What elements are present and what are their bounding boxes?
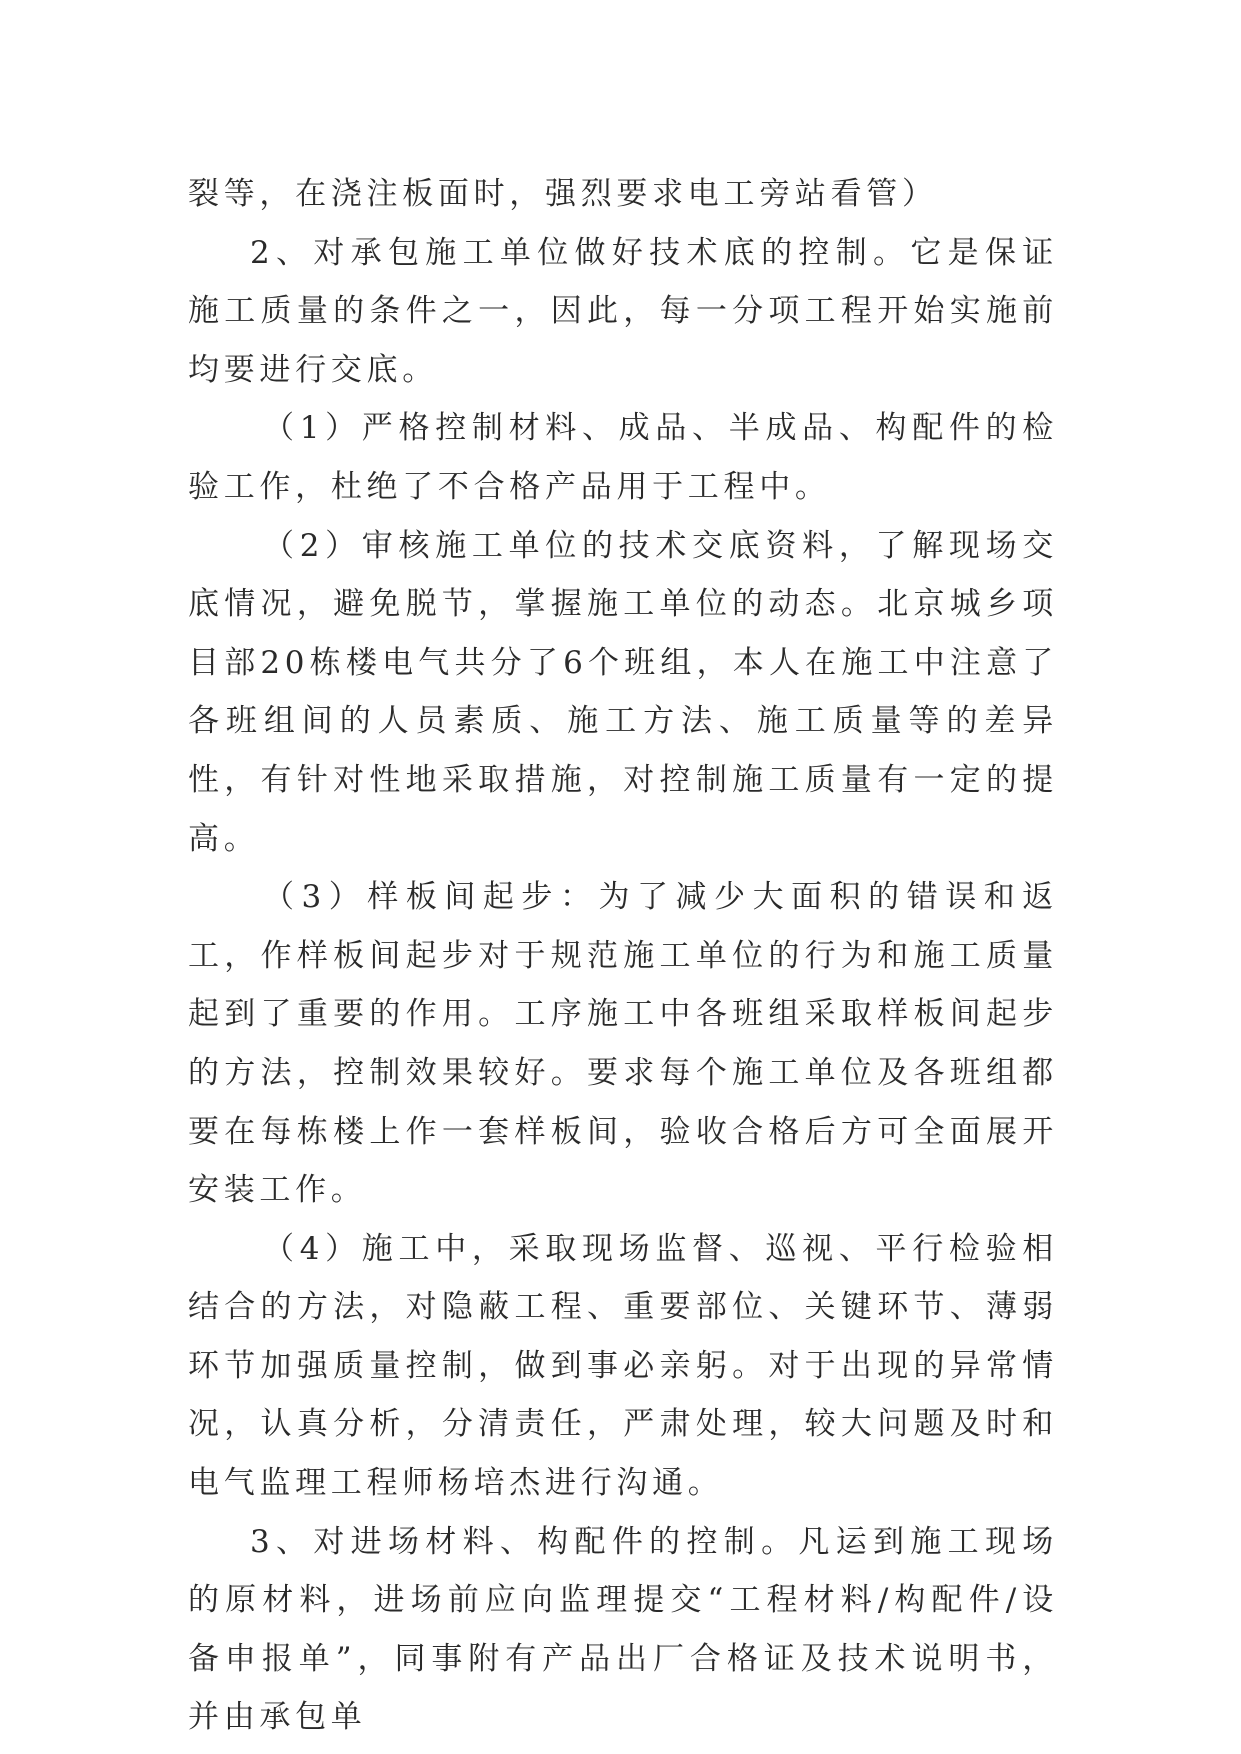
paragraph-item-4: （4）施工中，采取现场监督、巡视、平行检验相结合的方法，对隐蔽工程、重要部位、关键环节、薄弱环节加强质量控制，做到事必亲躬。对于出现的异常情况，认真分析，分清责任，严肃处理，较大问题及时和电气监理工程师杨培杰进行沟通。 <box>188 1230 1058 1502</box>
paragraph-item-1: （1）严格控制材料、成品、半成品、构配件的检验工作，杜绝了不合格产品用于工程中。 <box>188 410 1058 505</box>
paragraph-continuation: 裂等，在浇注板面时，强烈要求电工旁站看管） <box>188 176 938 212</box>
paragraph-section-3: 3、对进场材料、构配件的控制。凡运到施工现场的原材料，进场前应向监理提交“工程材料/构配件/设备申报单”，同事附有产品出厂合格证及技术说明书，并由承包单 <box>188 1523 1058 1736</box>
paragraph-item-2: （2）审核施工单位的技术交底资料，了解现场交底情况，避免脱节，掌握施工单位的动态。北京城乡项目部20栋楼电气共分了6个班组，本人在施工中注意了各班组间的人员素质、施工方法、施工质量等的差异性，有针对性地采取措施，对控制施工质量有一定的提高。 <box>188 527 1058 857</box>
paragraph-section-2: 2、对承包施工单位做好技术底的控制。它是保证施工质量的条件之一，因此，每一分项工程开始实施前均要进行交底。 <box>188 234 1058 388</box>
paragraph-item-3: （3）样板间起步：为了减少大面积的错误和返工，作样板间起步对于规范施工单位的行为和施工质量起到了重要的作用。工序施工中各班组采取样板间起步的方法，控制效果较好。要求每个施工单位及各班组都要在每栋楼上作一套样板间，验收合格后方可全面展开安装工作。 <box>188 879 1058 1209</box>
document-body <box>188 165 1058 1747</box>
